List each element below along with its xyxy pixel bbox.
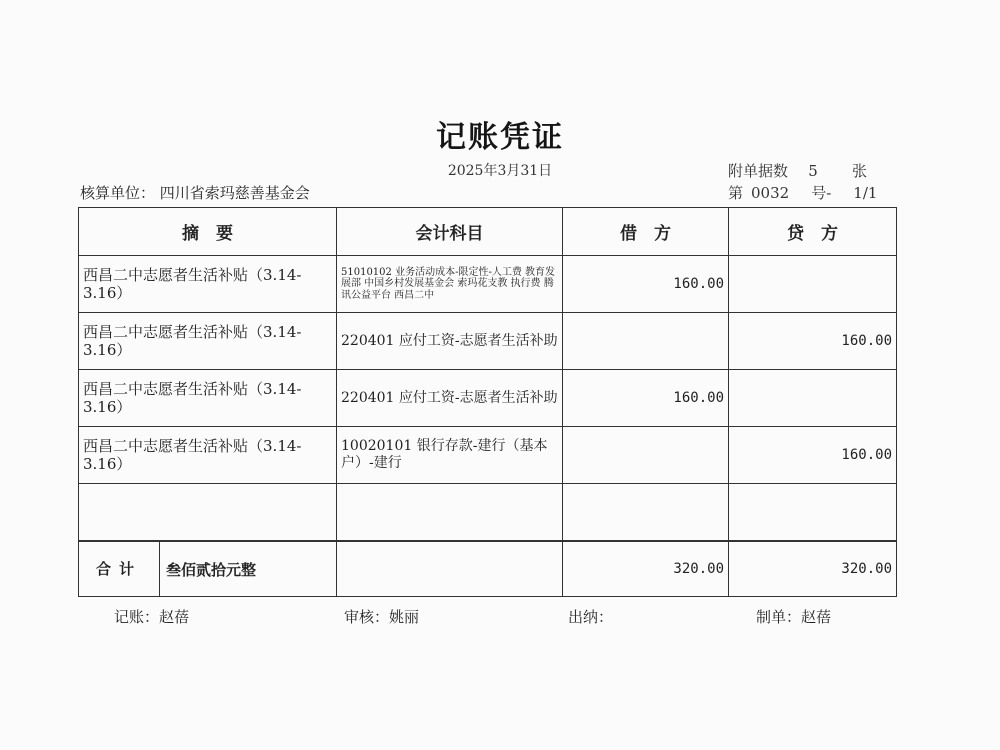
table-row: [79, 370, 897, 427]
table-row: [79, 313, 897, 370]
preparer-signature: 制单：赵蓓: [756, 608, 832, 626]
table-row: [79, 256, 897, 313]
attachment-count: [728, 160, 867, 181]
row-credit: 160.00: [729, 427, 897, 484]
row-summary: 西昌二中志愿者生活补贴（3.14-3.16）: [79, 427, 337, 484]
ledger-table: [78, 207, 897, 597]
total-debit: 320.00: [563, 541, 729, 597]
total-row: [79, 541, 897, 597]
total-account-blank: [337, 541, 563, 597]
voucher-suffix: 号-: [811, 184, 832, 202]
attachment-label: 附单据数: [728, 162, 789, 180]
row-debit: [563, 427, 729, 484]
row-credit: [729, 370, 897, 427]
voucher-number: [728, 182, 877, 203]
total-credit: 320.00: [729, 541, 897, 597]
header-debit: 借 方: [563, 208, 729, 256]
row-account: 220401 应付工资-志愿者生活补助: [337, 370, 563, 427]
row-debit: 160.00: [563, 370, 729, 427]
voucher-date: 2025年3月31日: [447, 163, 553, 179]
header-account: 会计科目: [337, 208, 563, 256]
total-label: 合计: [79, 542, 160, 596]
row-debit: [563, 484, 729, 542]
header-credit: 贷 方: [729, 208, 897, 256]
row-summary: 西昌二中志愿者生活补贴（3.14-3.16）: [79, 256, 337, 313]
table-row-empty: [79, 484, 897, 542]
cashier-signature: 出纳：: [568, 608, 614, 626]
row-account: 51010102 业务活动成本-限定性-人工费 教育发展部 中国乡村发展基金会 索玛花支教 执行费 腾讯公益平台 西昌二中: [337, 256, 563, 313]
total-cell: [79, 541, 337, 597]
accounting-unit-value: 四川省索玛慈善基金会: [159, 184, 310, 202]
header-summary: 摘 要: [79, 208, 337, 256]
document-title: 记账凭证: [436, 120, 564, 155]
voucher-prefix: 第: [728, 184, 744, 202]
voucher-number-value: 0032: [751, 184, 790, 202]
bookkeeper-signature: 记账：赵蓓: [114, 608, 190, 626]
row-debit: 160.00: [563, 256, 729, 313]
attachment-number: 5: [808, 162, 818, 180]
row-account: 220401 应付工资-志愿者生活补助: [337, 313, 563, 370]
row-credit: [729, 484, 897, 542]
table-row: [79, 427, 897, 484]
reviewer-signature: 审核：姚丽: [344, 608, 420, 626]
row-account: 10020101 银行存款-建行（基本户）-建行: [337, 427, 563, 484]
attachment-unit: 张: [852, 162, 868, 180]
row-debit: [563, 313, 729, 370]
row-account: [337, 484, 563, 542]
accounting-unit-label: 核算单位：: [80, 184, 156, 202]
total-amount-words: 叁佰贰拾元整: [166, 560, 257, 579]
row-summary: 西昌二中志愿者生活补贴（3.14-3.16）: [79, 370, 337, 427]
row-credit: [729, 256, 897, 313]
row-credit: 160.00: [729, 313, 897, 370]
accounting-unit: [80, 182, 310, 203]
table-header-row: [79, 208, 897, 256]
voucher-page: 1/1: [853, 184, 878, 202]
row-summary: 西昌二中志愿者生活补贴（3.14-3.16）: [79, 313, 337, 370]
row-summary: [79, 484, 337, 542]
